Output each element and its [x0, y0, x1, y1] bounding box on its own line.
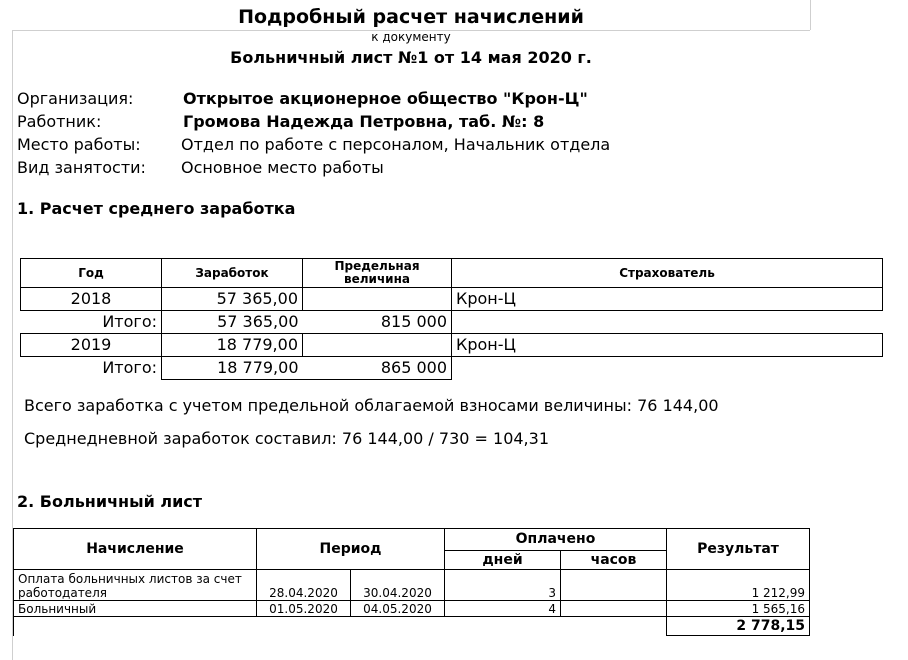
accrual-name-cell: Больничный: [14, 601, 257, 617]
table-total-row: [21, 357, 883, 380]
total-label-cell: Итого:: [102, 358, 157, 378]
column-header-hours: часов: [561, 550, 667, 569]
days-cell: 3: [445, 570, 561, 601]
column-header-year: Год: [21, 259, 162, 288]
period-from-cell: 01.05.2020: [257, 601, 351, 617]
workplace-value: Отдел по работе с персоналом, Начальник отдела: [181, 135, 611, 154]
column-header-accrual: Начисление: [14, 529, 257, 570]
column-header-days: дней: [445, 550, 561, 569]
employment-type-label: Вид занятости:: [17, 158, 146, 177]
average-earnings-table: [20, 258, 883, 380]
period-to-cell: 30.04.2020: [351, 570, 445, 601]
limit-cell: [303, 288, 452, 311]
total-earnings-cell: 18 779,00: [162, 357, 303, 380]
organization-value: Открытое акционерное общество "Крон-Ц": [183, 89, 588, 108]
table-header-row: [21, 259, 883, 288]
empty-cell: [452, 311, 883, 334]
earnings-cell: 57 365,00: [162, 288, 303, 311]
insurer-cell: Крон-Ц: [452, 288, 883, 311]
column-header-result: Результат: [667, 529, 810, 570]
table-row: [14, 601, 810, 617]
employee-value: Громова Надежда Петровна, таб. №: 8: [183, 112, 545, 131]
column-header-limit: Предельная величина: [303, 259, 452, 288]
document-reference: Больничный лист №1 от 14 мая 2020 г.: [230, 48, 592, 67]
report-title: Подробный расчет начислений: [238, 6, 584, 28]
year-cell: 2019: [21, 334, 162, 357]
employee-label: Работник:: [17, 112, 102, 131]
table-header-row: [14, 529, 810, 551]
report-subtitle: к документу: [371, 30, 451, 44]
summary-total-earnings: Всего заработка с учетом предельной облагаемой взносами величины: 76 144,00: [24, 396, 719, 415]
table-total-row: [21, 311, 883, 334]
total-earnings-cell: 57 365,00: [162, 311, 303, 334]
insurer-cell: Крон-Ц: [452, 334, 883, 357]
limit-cell: [303, 334, 452, 357]
total-limit-cell: 815 000: [303, 311, 452, 334]
result-cell: 1 212,99: [667, 570, 810, 601]
table-total-row: [14, 617, 810, 636]
period-from-cell: 28.04.2020: [257, 570, 351, 601]
period-to-cell: 04.05.2020: [351, 601, 445, 617]
column-header-insurer: Страхователь: [452, 259, 883, 288]
section-sick-leave-title: 2. Больничный лист: [17, 492, 203, 511]
accrual-name-cell: Оплата больничных листов за счет работодателя: [14, 570, 257, 601]
column-header-paid: Оплачено: [445, 529, 667, 551]
table-row: [21, 288, 883, 311]
organization-label: Организация:: [17, 89, 134, 108]
employment-type-value: Основное место работы: [181, 158, 384, 177]
table-row: [21, 334, 883, 357]
summary-average-daily: Среднедневной заработок составил: 76 144,00 / 730 = 104,31: [24, 429, 549, 448]
result-cell: 1 565,16: [667, 601, 810, 617]
total-limit-cell: 865 000: [303, 357, 452, 380]
earnings-cell: 18 779,00: [162, 334, 303, 357]
sick-leave-table: [13, 528, 810, 636]
column-header-earnings: Заработок: [162, 259, 303, 288]
year-cell: 2018: [21, 288, 162, 311]
total-label-cell: Итого:: [102, 312, 157, 331]
column-header-period: Период: [257, 529, 445, 570]
hours-cell: [561, 601, 667, 617]
section-average-earnings-title: 1. Расчет среднего заработка: [17, 199, 296, 218]
days-cell: 4: [445, 601, 561, 617]
workplace-label: Место работы:: [17, 135, 141, 154]
hours-cell: [561, 570, 667, 601]
grand-total-cell: 2 778,15: [667, 617, 810, 636]
table-row: [14, 570, 810, 601]
empty-cell: [452, 357, 883, 380]
empty-cell: [14, 617, 667, 636]
